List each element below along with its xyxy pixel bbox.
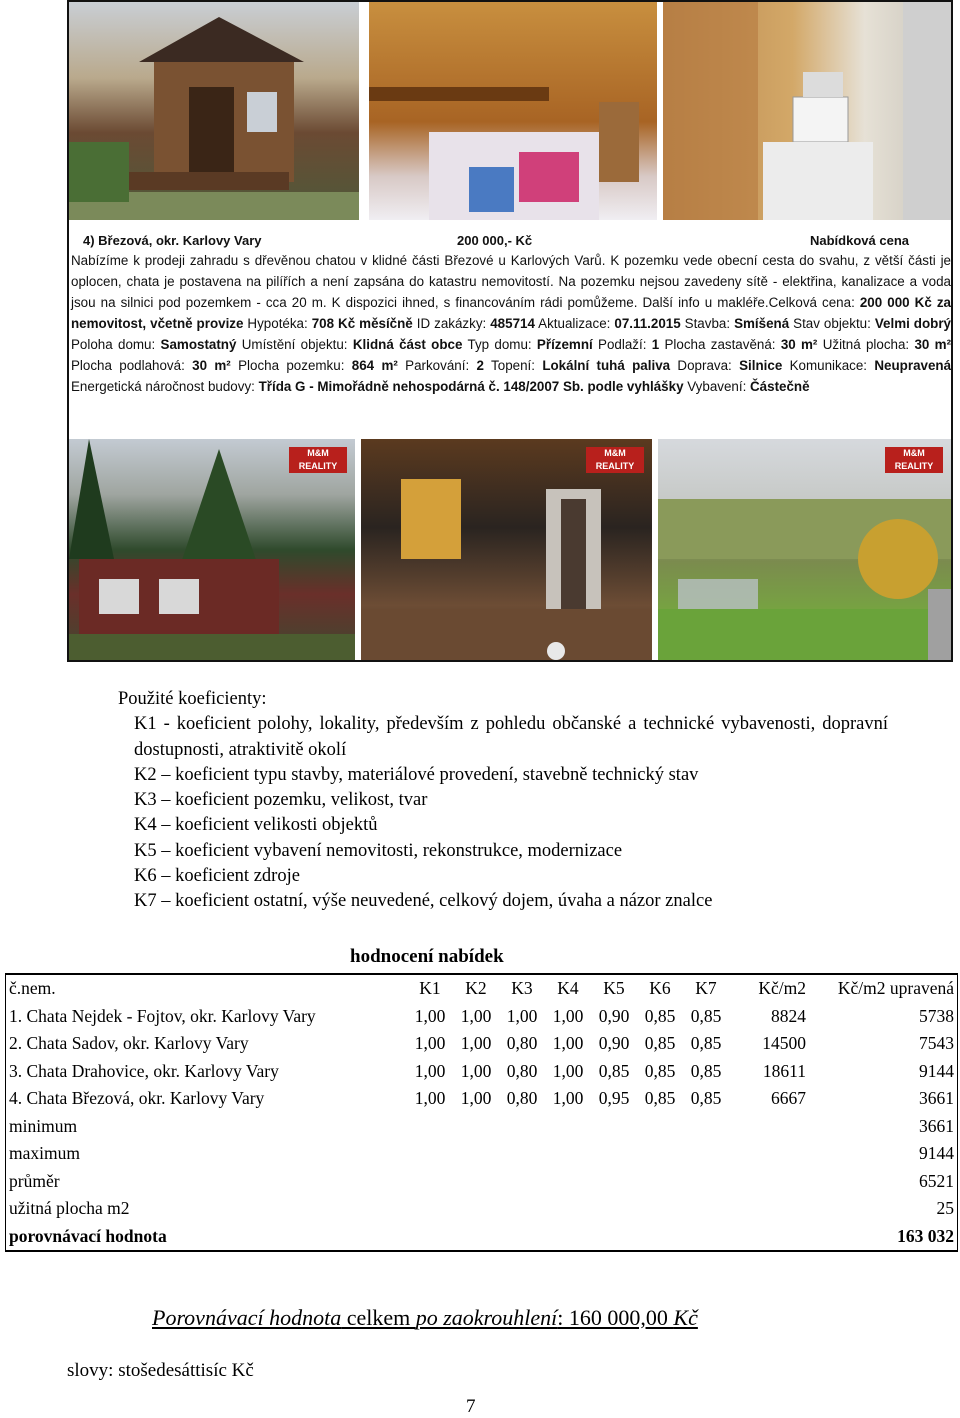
photo-kitchen-interior: [663, 2, 951, 220]
final-label: porovnávací hodnota: [9, 1225, 167, 1246]
stat-label: průměr: [9, 1170, 60, 1191]
label-id: ID zakázky:: [412, 316, 491, 331]
label-heating: Topení:: [483, 358, 543, 373]
table-cell: 3. Chata Drahovice, okr. Karlovy Vary: [9, 1060, 279, 1081]
stat-value: 25: [936, 1198, 954, 1219]
value-floors: 1: [651, 337, 660, 352]
table-cell: 0,85: [644, 1060, 676, 1081]
table-cell: 1,00: [552, 1005, 584, 1026]
coefficient-k6: K6 – koeficient zdroje: [134, 866, 300, 887]
cabin-exterior-drawing: [69, 2, 359, 220]
stat-row-minimum: [6, 1113, 957, 1141]
table-header-row: [6, 975, 957, 1003]
kitchen-interior-drawing: [663, 2, 951, 220]
amount-in-words: slovy: stošedesáttisíc Kč: [67, 1360, 254, 1381]
table-cell: 0,95: [598, 1088, 630, 1109]
value-usable: 30 m²: [914, 337, 952, 352]
value-type: Přízemní: [536, 337, 593, 352]
table-cell: 1,00: [460, 1033, 492, 1054]
table-cell: 0,85: [690, 1088, 722, 1109]
listing-box: [67, 0, 953, 662]
header-cell: K2: [465, 978, 487, 999]
label-floor-area: Plocha podlahová:: [71, 358, 193, 373]
table-cell: 7543: [919, 1033, 954, 1054]
table-cell: 0,85: [690, 1060, 722, 1081]
label-usable: Užitná plocha:: [817, 337, 915, 352]
summary-part: Kč: [673, 1305, 698, 1330]
value-floor-area: 30 m²: [192, 358, 231, 373]
page-number: 7: [466, 1396, 476, 1417]
table-cell: 1. Chata Nejdek - Fojtov, okr. Karlovy Vary: [9, 1005, 316, 1026]
stat-label: maximum: [9, 1143, 80, 1164]
coefficients-section: [118, 687, 888, 915]
table-row: [6, 1030, 957, 1058]
listing-price: 200 000,- Kč: [457, 233, 533, 248]
final-value-row: [6, 1223, 957, 1251]
value-parking: 2: [476, 358, 484, 373]
header-cell: K7: [695, 978, 717, 999]
stat-row-maximum: [6, 1140, 957, 1168]
table-cell: 8824: [771, 1005, 806, 1026]
value-id: 485714: [490, 316, 535, 331]
table-row: [6, 1058, 957, 1086]
table-cell: 0,85: [690, 1033, 722, 1054]
stat-value: 9144: [919, 1143, 954, 1164]
coefficients-title: Použité koeficienty:: [118, 689, 267, 709]
value-position: Samostatný: [160, 337, 237, 352]
listing-price-kind: Nabídková cena: [810, 233, 909, 248]
label-land: Plocha pozemku:: [230, 358, 352, 373]
table-cell: 0,85: [644, 1088, 676, 1109]
coefficient-k5: K5 – koeficient vybavení nemovitosti, rekonstrukce, modernizace: [134, 840, 623, 861]
coefficient-k3: K3 – koeficient pozemku, velikost, tvar: [134, 790, 428, 811]
table-cell: 1,00: [414, 1088, 446, 1109]
label-parking: Parkování:: [397, 358, 477, 373]
value-heating: Lokální tuhá paliva: [542, 358, 671, 373]
table-cell: 3661: [919, 1088, 954, 1109]
stat-row-average: [6, 1168, 957, 1196]
realty-watermark-logo: M&M REALITY: [586, 447, 644, 473]
stat-value: 6521: [919, 1170, 954, 1191]
table-cell: 0,90: [598, 1005, 630, 1026]
label-price: Celková cena:: [768, 295, 860, 310]
coefficient-k7: K7 – koeficient ostatní, výše neuvedené, celkový dojem, úvaha a názor znalce: [134, 891, 713, 912]
value-updated: 07.11.2015: [614, 316, 681, 331]
value-equip: Částečně: [750, 379, 810, 394]
table-cell: 0,85: [598, 1060, 630, 1081]
final-value: 163 032: [897, 1225, 954, 1246]
listing-text: [69, 230, 953, 397]
table-cell: 14500: [762, 1033, 806, 1054]
table-cell: 1,00: [460, 1005, 492, 1026]
header-cell: K3: [511, 978, 533, 999]
value-land: 864 m²: [351, 358, 398, 373]
listing-description: [71, 250, 951, 397]
table-cell: 0,85: [644, 1033, 676, 1054]
label-placement: Umístění objektu:: [236, 337, 353, 352]
coefficient-k1: K1 - koeficient polohy, lokality, především z pohledu občanské a technické vybavenosti, dopravní dostupnosti, atraktivitě okolí: [134, 714, 888, 760]
value-mortgage: 708 Kč měsíčně: [311, 316, 413, 331]
listing-title: 4) Březová, okr. Karlovy Vary: [83, 233, 262, 248]
label-type: Typ domu:: [462, 337, 537, 352]
header-cell: K4: [557, 978, 579, 999]
label-equip: Vybavení:: [683, 379, 751, 394]
header-cell: K6: [649, 978, 671, 999]
table-cell: 6667: [771, 1088, 806, 1109]
label-energy: Energetická náročnost budovy:: [71, 379, 259, 394]
table-cell: 0,80: [506, 1060, 538, 1081]
header-cell: Kč/m2 upravená: [837, 978, 954, 999]
stat-label: užitná plocha m2: [9, 1198, 130, 1219]
table-cell: 0,90: [598, 1033, 630, 1054]
table-cell: 9144: [919, 1060, 954, 1081]
photo-cabin-exterior: [69, 2, 359, 220]
stat-value: 3661: [919, 1115, 954, 1136]
realty-watermark-logo: M&M REALITY: [885, 447, 943, 473]
label-state: Stav objektu:: [789, 316, 875, 331]
table-cell: 0,80: [506, 1033, 538, 1054]
label-transport: Doprava:: [670, 358, 740, 373]
label-updated: Aktualizace:: [534, 316, 615, 331]
value-built-area: 30 m²: [780, 337, 818, 352]
table-cell: 2. Chata Sadov, okr. Karlovy Vary: [9, 1033, 249, 1054]
value-price: 200 000 Kč za nemovitost, včetně provize: [71, 295, 951, 331]
header-cell: č.nem.: [9, 978, 56, 999]
summary-part: Porovnávací hodnota: [152, 1305, 342, 1330]
value-energy: Třída G - Mimořádně nehospodárná č. 148/2007 Sb. podle vyhlášky: [258, 379, 684, 394]
table-cell: 1,00: [506, 1005, 538, 1026]
table-cell: 0,85: [644, 1005, 676, 1026]
table-cell: 0,85: [690, 1005, 722, 1026]
header-cell: Kč/m2: [758, 978, 806, 999]
stat-row-usable-area: [6, 1195, 957, 1223]
header-cell: K5: [603, 978, 625, 999]
label-floors: Podlaží:: [592, 337, 652, 352]
table-cell: 1,00: [552, 1088, 584, 1109]
evaluation-title: hodnocení nabídek: [350, 946, 504, 967]
photo-garden-plot: [658, 439, 951, 661]
table-cell: 1,00: [414, 1005, 446, 1026]
table-cell: 1,00: [552, 1060, 584, 1081]
photo-cabin-room: [361, 439, 652, 661]
label-position: Poloha domu:: [71, 337, 161, 352]
header-cell: K1: [419, 978, 441, 999]
description-text: Nabízíme k prodeji zahradu s dřevěnou chatou v klidné části Březové u Karlových Varů. K pozemku vede obecní cesta do svahu, z větší části je oplocen, chata je postavena na pilířích a není zapsána do katastru nemovitostí. Na pozemku nejsou zavedeny sítě - elektřina, kanalizace a voda jsou na silnici pod pozemkem - cca 20 m. K dispozici ihned, s financováním rádi pomůžeme. Další info u makléře.: [71, 253, 951, 310]
label-built-area: Plocha zastavěná:: [659, 337, 781, 352]
value-placement: Klidná část obce: [352, 337, 463, 352]
label-mortgage: Hypotéka:: [243, 316, 312, 331]
photo-bunk-interior: [369, 2, 657, 220]
value-transport: Silnice: [739, 358, 783, 373]
table-cell: 0,80: [506, 1088, 538, 1109]
table-cell: 4. Chata Březová, okr. Karlovy Vary: [9, 1088, 265, 1109]
table-cell: 1,00: [552, 1033, 584, 1054]
stat-label: minimum: [9, 1115, 78, 1136]
bunk-interior-drawing: [369, 2, 657, 220]
summary-part: celkem: [341, 1305, 416, 1330]
value-state: Velmi dobrý: [874, 316, 952, 331]
realty-watermark-logo: M&M REALITY: [289, 447, 347, 473]
table-cell: 5738: [919, 1005, 954, 1026]
table-cell: 1,00: [414, 1060, 446, 1081]
evaluation-table: [5, 973, 958, 1252]
table-row: [6, 1003, 957, 1031]
table-row: [6, 1085, 957, 1113]
summary-part: po zaokrouhlení: [415, 1305, 558, 1330]
value-road: Neupravená: [874, 358, 952, 373]
table-cell: 1,00: [414, 1033, 446, 1054]
label-build: Stavba:: [680, 316, 735, 331]
photo-cabin-garden: [69, 439, 355, 661]
label-road: Komunikace:: [782, 358, 875, 373]
coefficient-k4: K4 – koeficient velikosti objektů: [134, 815, 378, 836]
listing-header: [71, 230, 951, 250]
value-build: Smíšená: [734, 316, 790, 331]
table-cell: 1,00: [460, 1060, 492, 1081]
summary-part: : 160 000,00: [557, 1305, 674, 1330]
table-cell: 18611: [762, 1060, 806, 1081]
summary-line: [152, 1305, 698, 1331]
table-cell: 1,00: [460, 1088, 492, 1109]
coefficient-k2: K2 – koeficient typu stavby, materiálové provedení, stavebně technický stav: [134, 764, 699, 785]
